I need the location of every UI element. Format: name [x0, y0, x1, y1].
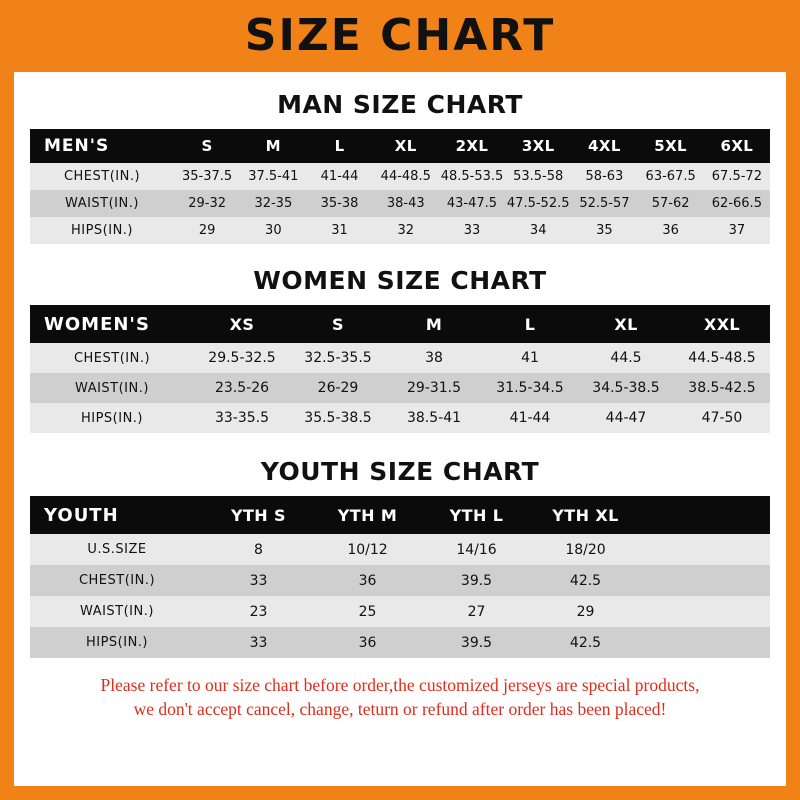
- women-row2-cell5: 47-50: [674, 403, 770, 433]
- man-row0-cell1: 37.5-41: [240, 163, 306, 190]
- man-row0-cell2: 41-44: [306, 163, 372, 190]
- page-title: SIZE CHART: [244, 10, 556, 61]
- man-row2-cell7: 36: [638, 217, 704, 244]
- table-header-row: [30, 129, 770, 163]
- man-row1-cell0: 29-32: [174, 190, 240, 217]
- women-row1-cell1: 26-29: [290, 373, 386, 403]
- youth-row3-spacer: [640, 627, 770, 658]
- table-row: [30, 373, 770, 403]
- man-row1-cell2: 35-38: [306, 190, 372, 217]
- table-row: [30, 596, 770, 627]
- man-header-cell-2: M: [240, 129, 306, 163]
- youth-row0-cell2: 14/16: [422, 534, 531, 565]
- man-header-cell-7: 4XL: [571, 129, 637, 163]
- man-header-cell-5: 2XL: [439, 129, 505, 163]
- women-header-cell-6: XXL: [674, 305, 770, 343]
- youth-row2-spacer: [640, 596, 770, 627]
- women-row2-cell2: 38.5-41: [386, 403, 482, 433]
- women-header-cell-1: XS: [194, 305, 290, 343]
- man-row2-cell1: 30: [240, 217, 306, 244]
- table-row: [30, 163, 770, 190]
- youth-row3-cell3: 42.5: [531, 627, 640, 658]
- man-row0-cell5: 53.5-58: [505, 163, 571, 190]
- man-row2-cell6: 35: [571, 217, 637, 244]
- youth-header-cell-3: YTH L: [422, 496, 531, 534]
- youth-row2-cell2: 27: [422, 596, 531, 627]
- man-row1-cell7: 57-62: [638, 190, 704, 217]
- women-row2-cell1: 35.5-38.5: [290, 403, 386, 433]
- man-header-cell-3: L: [306, 129, 372, 163]
- table-row: [30, 217, 770, 244]
- man-header-cell-9: 6XL: [704, 129, 770, 163]
- youth-header-spacer: [640, 496, 770, 534]
- man-size-table: [30, 129, 770, 244]
- women-row0-cell5: 44.5-48.5: [674, 343, 770, 373]
- youth-row1-cell2: 39.5: [422, 565, 531, 596]
- women-row2-cell0: 33-35.5: [194, 403, 290, 433]
- women-row0-cell1: 32.5-35.5: [290, 343, 386, 373]
- women-row0-cell4: 44.5: [578, 343, 674, 373]
- youth-row2-label: WAIST(IN.): [30, 596, 204, 627]
- man-row2-cell3: 32: [373, 217, 439, 244]
- women-size-table: [30, 305, 770, 433]
- table-header-row: [30, 496, 770, 534]
- women-header-cell-3: M: [386, 305, 482, 343]
- women-header-cell-2: S: [290, 305, 386, 343]
- youth-row3-label: HIPS(IN.): [30, 627, 204, 658]
- youth-section-title: YOUTH SIZE CHART: [260, 457, 540, 486]
- youth-table-body: [30, 534, 770, 658]
- youth-row0-cell0: 8: [204, 534, 313, 565]
- man-row1-cell8: 62-66.5: [704, 190, 770, 217]
- youth-header-cell-2: YTH M: [313, 496, 422, 534]
- youth-row1-cell0: 33: [204, 565, 313, 596]
- order-notice: [36, 674, 764, 721]
- youth-row3-cell0: 33: [204, 627, 313, 658]
- women-row2-cell3: 41-44: [482, 403, 578, 433]
- man-row1-cell1: 32-35: [240, 190, 306, 217]
- women-row0-cell0: 29.5-32.5: [194, 343, 290, 373]
- women-row0-cell3: 41: [482, 343, 578, 373]
- man-row1-cell3: 38-43: [373, 190, 439, 217]
- women-header-cell-0: WOMEN'S: [30, 305, 194, 343]
- youth-row1-label: CHEST(IN.): [30, 565, 204, 596]
- man-header-cell-6: 3XL: [505, 129, 571, 163]
- man-row2-cell0: 29: [174, 217, 240, 244]
- women-section-title: WOMEN SIZE CHART: [253, 266, 547, 295]
- man-row2-cell5: 34: [505, 217, 571, 244]
- man-row0-cell6: 58-63: [571, 163, 637, 190]
- man-header-cell-8: 5XL: [638, 129, 704, 163]
- man-row2-label: HIPS(IN.): [30, 217, 174, 244]
- page-banner: [0, 0, 800, 72]
- table-header-row: [30, 305, 770, 343]
- youth-header-cell-4: YTH XL: [531, 496, 640, 534]
- youth-header-cell-0: YOUTH: [30, 496, 204, 534]
- table-row: [30, 534, 770, 565]
- youth-row0-label: U.S.SIZE: [30, 534, 204, 565]
- man-section-title: MAN SIZE CHART: [277, 90, 523, 119]
- women-row0-cell2: 38: [386, 343, 482, 373]
- man-row1-cell6: 52.5-57: [571, 190, 637, 217]
- youth-row0-spacer: [640, 534, 770, 565]
- youth-row0-cell1: 10/12: [313, 534, 422, 565]
- youth-row2-cell3: 29: [531, 596, 640, 627]
- youth-row2-cell1: 25: [313, 596, 422, 627]
- man-table-head: [30, 129, 770, 163]
- youth-row1-cell3: 42.5: [531, 565, 640, 596]
- man-row2-cell2: 31: [306, 217, 372, 244]
- man-table-body: [30, 163, 770, 244]
- women-row0-label: CHEST(IN.): [30, 343, 194, 373]
- man-row0-cell3: 44-48.5: [373, 163, 439, 190]
- order-notice-line-2: we don't accept cancel, change, teturn or refund after order has been placed!: [133, 698, 667, 719]
- man-header-cell-1: S: [174, 129, 240, 163]
- man-row0-cell4: 48.5-53.5: [439, 163, 505, 190]
- women-table-head: [30, 305, 770, 343]
- table-row: [30, 343, 770, 373]
- women-row1-cell2: 29-31.5: [386, 373, 482, 403]
- youth-size-table: [30, 496, 770, 658]
- women-row1-label: WAIST(IN.): [30, 373, 194, 403]
- women-header-cell-4: L: [482, 305, 578, 343]
- women-row2-label: HIPS(IN.): [30, 403, 194, 433]
- man-row0-label: CHEST(IN.): [30, 163, 174, 190]
- table-row: [30, 627, 770, 658]
- table-row: [30, 565, 770, 596]
- man-row2-cell8: 37: [704, 217, 770, 244]
- table-row: [30, 190, 770, 217]
- man-row0-cell7: 63-67.5: [638, 163, 704, 190]
- youth-row3-cell1: 36: [313, 627, 422, 658]
- man-row1-label: WAIST(IN.): [30, 190, 174, 217]
- women-row2-cell4: 44-47: [578, 403, 674, 433]
- youth-row2-cell0: 23: [204, 596, 313, 627]
- youth-row3-cell2: 39.5: [422, 627, 531, 658]
- order-notice-line-1: Please refer to our size chart before order,the customized jerseys are special products,: [100, 675, 700, 695]
- youth-row1-cell1: 36: [313, 565, 422, 596]
- women-row1-cell4: 34.5-38.5: [578, 373, 674, 403]
- youth-row0-cell3: 18/20: [531, 534, 640, 565]
- women-row1-cell0: 23.5-26: [194, 373, 290, 403]
- women-header-cell-5: XL: [578, 305, 674, 343]
- man-row1-cell4: 43-47.5: [439, 190, 505, 217]
- man-row1-cell5: 47.5-52.5: [505, 190, 571, 217]
- man-header-cell-4: XL: [373, 129, 439, 163]
- women-row1-cell3: 31.5-34.5: [482, 373, 578, 403]
- table-row: [30, 403, 770, 433]
- chart-content: [14, 90, 786, 721]
- man-row2-cell4: 33: [439, 217, 505, 244]
- man-row0-cell8: 67.5-72: [704, 163, 770, 190]
- man-row0-cell0: 35-37.5: [174, 163, 240, 190]
- women-table-body: [30, 343, 770, 433]
- man-header-cell-0: MEN'S: [30, 129, 174, 163]
- youth-table-head: [30, 496, 770, 534]
- youth-header-cell-1: YTH S: [204, 496, 313, 534]
- women-row1-cell5: 38.5-42.5: [674, 373, 770, 403]
- youth-row1-spacer: [640, 565, 770, 596]
